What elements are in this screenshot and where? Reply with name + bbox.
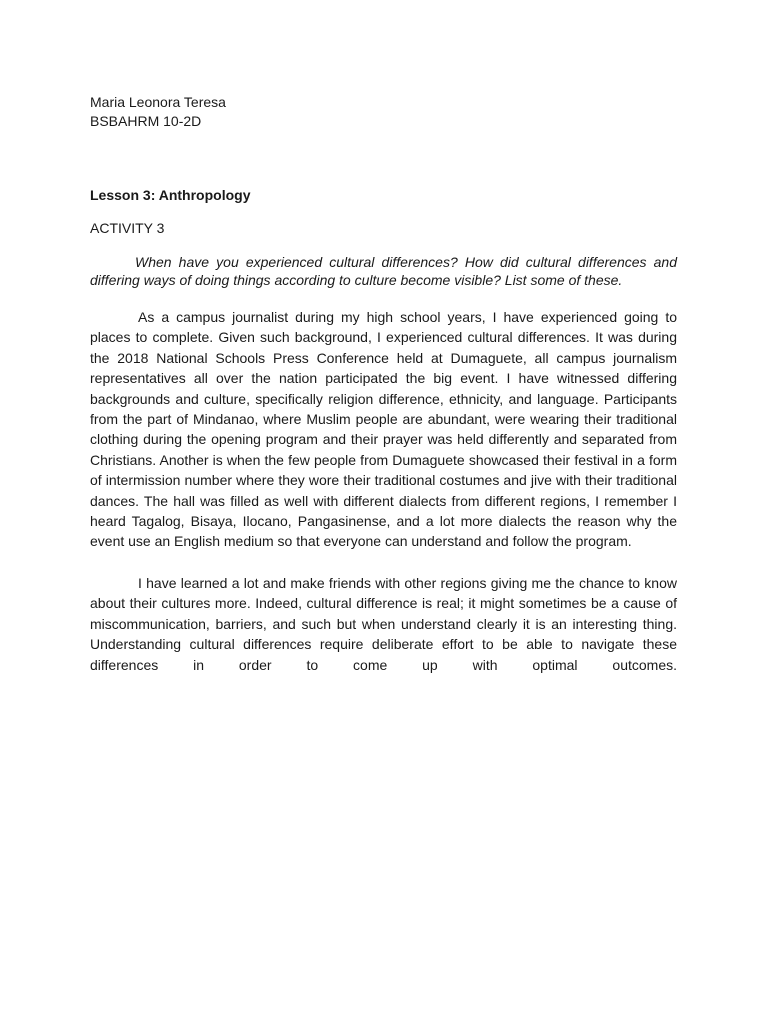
activity-prompt: When have you experienced cultural differences? How did cultural differences and differing ways of doing things according to culture become visible? List some of these. (90, 254, 677, 288)
answer-paragraph-2: I have learned a lot and make friends with other regions giving me the chance to know about their cultures more. Indeed, cultural difference is real; it might sometimes be a cause of miscommunication, barriers, and such but when understand clearly it is an interesting thing. Understanding cultural differences require deliberate effort to be able to navigate these differences in order to come up with optimal outcomes. (90, 574, 677, 673)
activity-label: ACTIVITY 3 (90, 220, 165, 236)
lesson-title: Lesson 3: Anthropology (90, 187, 251, 203)
section-code: BSBAHRM 10-2D (90, 113, 202, 129)
answer-paragraph-1: As a campus journalist during my high school years, I have experienced going to places to complete. Given such background, I experienced cultural differences. It was during the 2018 National Schools Press Conference held at Dumaguete, all campus journalism representatives all over the nation participated the big event. I have witnessed differing backgrounds and culture, specifically religion difference, ethnicity, and language. Participants from the part of Mindanao, where Muslim people are abundant, were wearing their traditional clothing during the opening program and their prayer was held differently and separated from Christians. Another is when the few people from Dumaguete showcased their festival in a form of intermission number where they wore their traditional costumes and jive with their traditional dances. The hall was filled as well with different dialects from different regions, I remember I heard Tagalog, Bisaya, Ilocano, Pangasinense, and a lot more dialects the reason why the event use an English medium so that everyone can understand and follow the program. (90, 309, 677, 550)
student-name: Maria Leonora Teresa (90, 94, 226, 110)
document-body (90, 93, 677, 675)
